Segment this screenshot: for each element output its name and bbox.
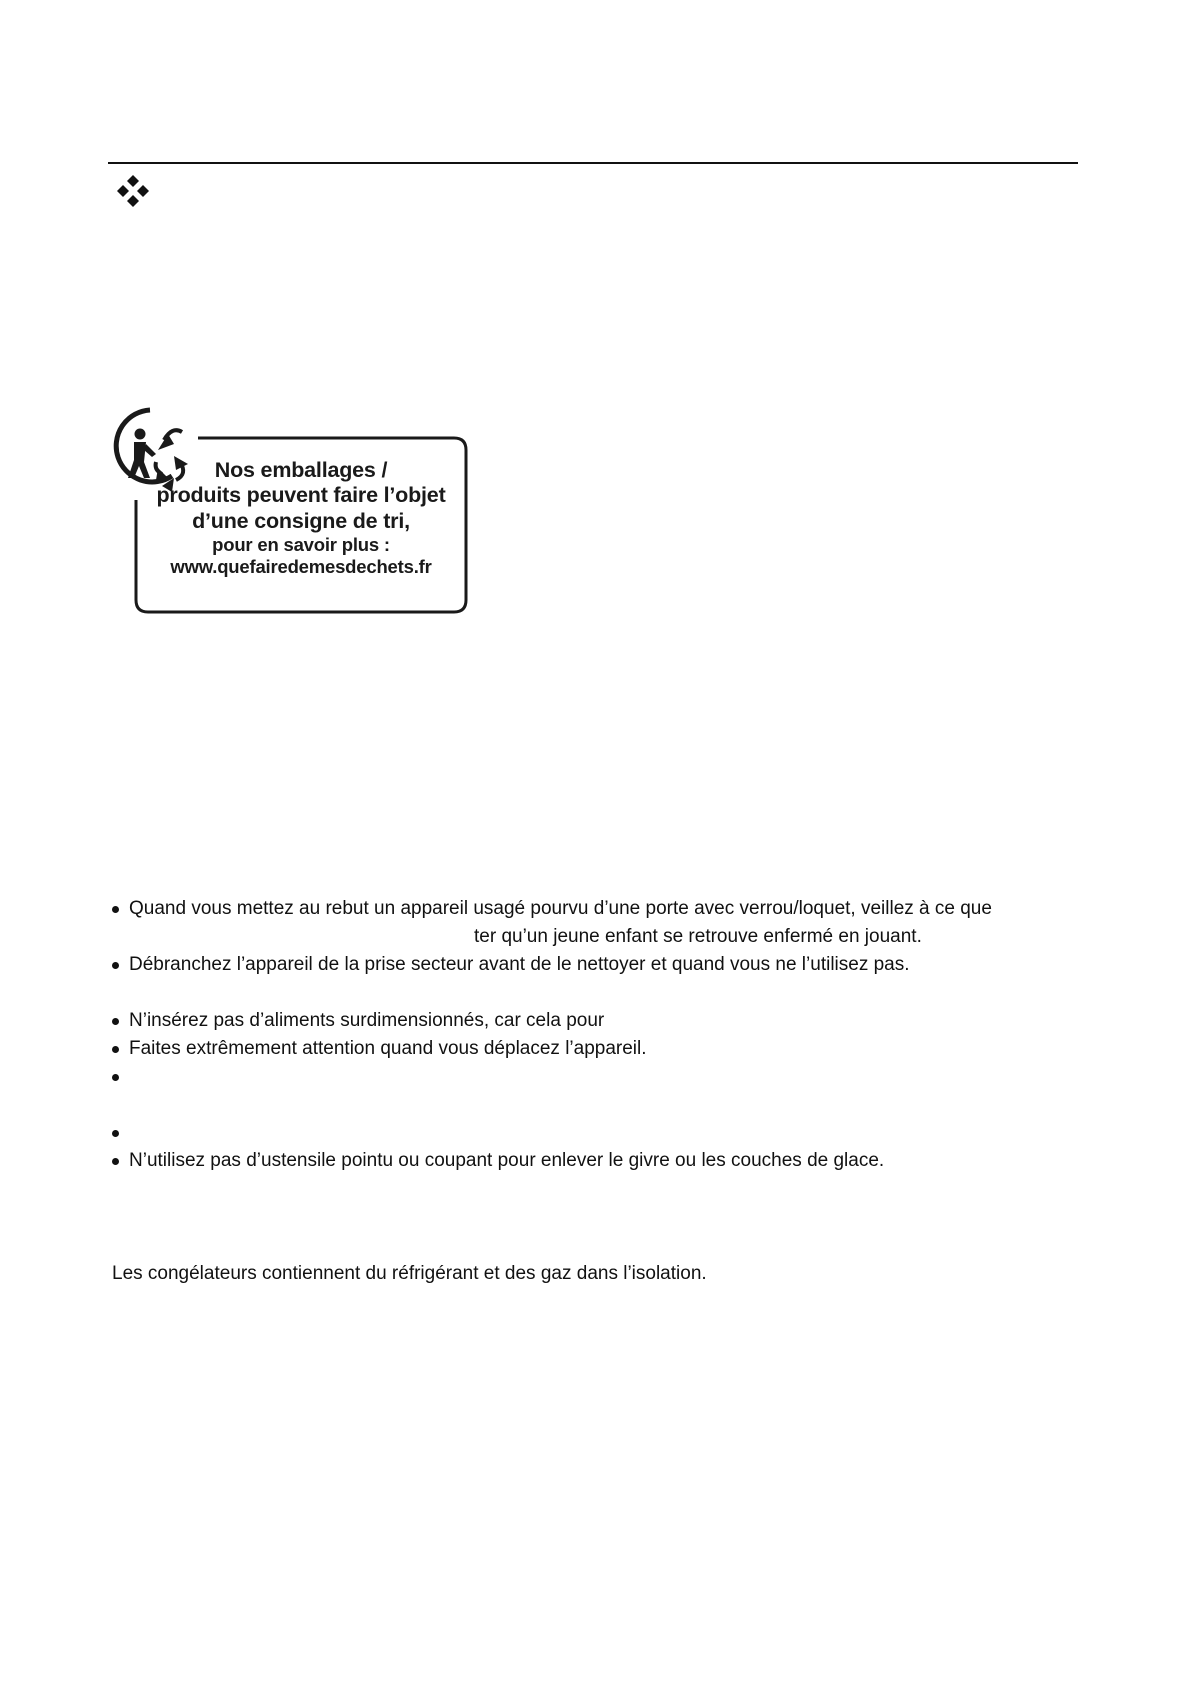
list-item-text: N’utilisez pas d’ustensile pointu ou coupant pour enlever le givre ou les couches de glace. bbox=[129, 1150, 885, 1171]
list-item-text: ter qu’un jeune enfant se retrouve enfermé en jouant. bbox=[474, 926, 922, 947]
recycling-notice-line: produits peuvent faire l’objet bbox=[156, 483, 446, 508]
disposal-paragraph: Les congélateurs contiennent du réfrigérant et des gaz dans l’isolation. bbox=[112, 1263, 707, 1284]
header-divider bbox=[108, 162, 1078, 164]
bullet-icon bbox=[112, 906, 119, 913]
recycling-notice-line: Nos emballages / bbox=[214, 458, 388, 482]
list-spacer bbox=[112, 979, 1092, 1007]
list-item bbox=[112, 1007, 1092, 1035]
list-item-text: N’insérez pas d’aliments surdimensionnés, car cela pour bbox=[129, 1010, 605, 1031]
list-spacer bbox=[112, 1091, 1092, 1119]
bullet-icon bbox=[112, 1046, 119, 1053]
bullet-icon bbox=[112, 1018, 119, 1025]
list-item-text: Faites extrêmement attention quand vous déplacez l’appareil. bbox=[129, 1038, 647, 1059]
recycling-notice-line: pour en savoir plus : bbox=[212, 534, 390, 556]
list-item bbox=[112, 1035, 1092, 1063]
list-item bbox=[112, 895, 1092, 923]
list-item-text: Débranchez l’appareil de la prise secteur avant de le nettoyer et quand vous ne l’utilisez pas. bbox=[129, 954, 910, 975]
list-item bbox=[112, 1063, 1092, 1091]
bullet-icon bbox=[112, 1074, 119, 1081]
recycling-notice-line: d’une consigne de tri, bbox=[192, 508, 410, 533]
bullet-icon bbox=[112, 1130, 119, 1137]
bullet-icon bbox=[112, 962, 119, 969]
bullet-icon bbox=[112, 1158, 119, 1165]
four-diamonds-icon bbox=[116, 174, 150, 208]
recycling-notice bbox=[132, 458, 470, 578]
list-item bbox=[112, 1119, 1092, 1147]
recycling-website-link: www.quefairedemesdechets.fr bbox=[170, 555, 432, 577]
list-item bbox=[112, 1147, 1092, 1175]
list-item-continuation bbox=[112, 923, 1092, 951]
list-item bbox=[112, 951, 1092, 979]
list-item-text: Quand vous mettez au rebut un appareil usagé pourvu d’une porte avec verrou/loquet, veillez à ce que bbox=[129, 898, 992, 919]
safety-instructions-list bbox=[112, 895, 1092, 1175]
